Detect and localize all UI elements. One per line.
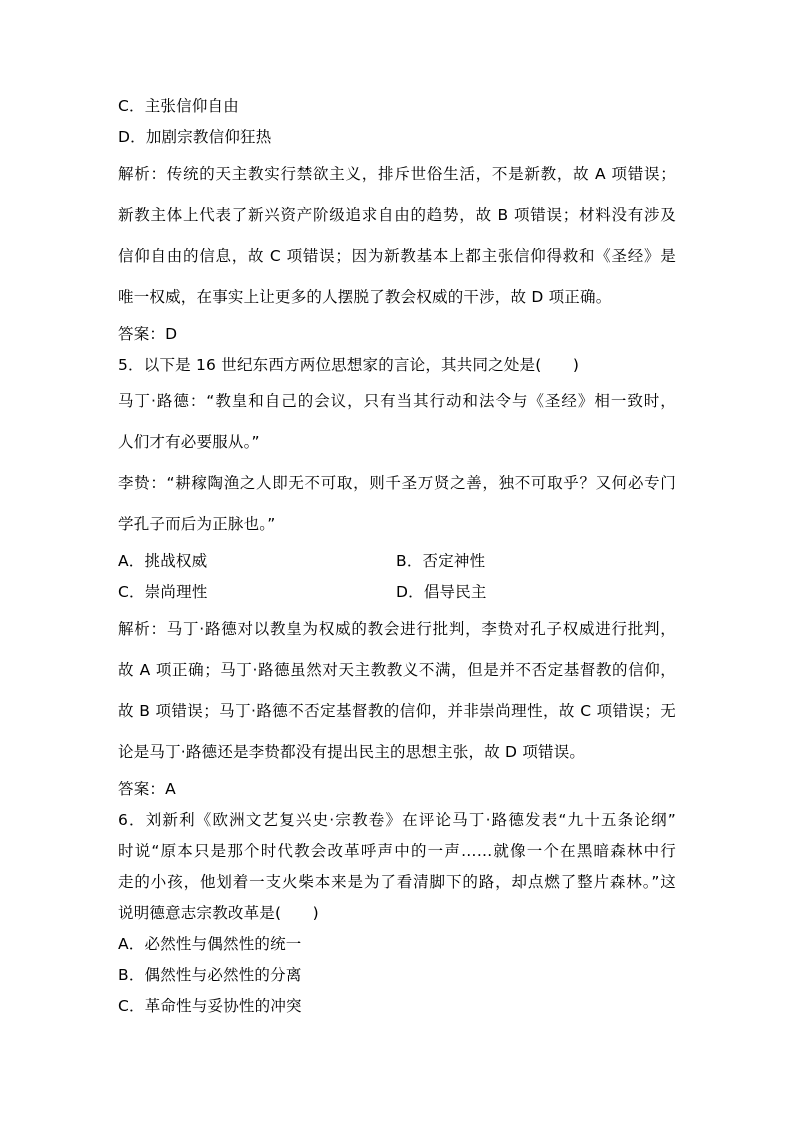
q6-option-a: A．必然性与偶然性的统一 xyxy=(118,935,302,953)
q5-quote2-line-2: 学孔子而后为正脉也。” xyxy=(118,515,276,533)
q4-analysis-line-3: 信仰自由的信息，故 C 项错误；因为新教基本上都主张信仰得救和《圣经》是 xyxy=(118,247,676,265)
q5-option-c: C．崇尚理性 xyxy=(118,583,208,601)
q4-analysis-line-1: 解析：传统的天主教实行禁欲主义，排斥世俗生活，不是新教，故 A 项错误； xyxy=(118,165,676,183)
q4-option-d: D．加剧宗教信仰狂热 xyxy=(118,128,272,146)
q5-quote2-line-1: 李贽：“耕稼陶渔之人即无不可取，则千圣万贤之善，独不可取乎？又何必专门 xyxy=(118,474,676,492)
q6-stem-line-4: 说明德意志宗教改革是( ) xyxy=(118,904,319,922)
q5-quote1-line-1: 马丁·路德：“教皇和自己的会议，只有当其行动和法令与《圣经》相一致时， xyxy=(118,392,676,410)
q6-option-c: C．革命性与妥协性的冲突 xyxy=(118,997,302,1015)
q6-option-b: B．偶然性与必然性的分离 xyxy=(118,966,302,984)
q5-analysis-line-1: 解析：马丁·路德对以教皇为权威的教会进行批判，李贽对孔子权威进行批判， xyxy=(118,620,676,638)
q4-analysis-line-2: 新教主体上代表了新兴资产阶级追求自由的趋势，故 B 项错误；材料没有涉及 xyxy=(118,206,676,224)
q4-option-c: C．主张信仰自由 xyxy=(118,97,239,115)
q5-quote1-line-2: 人们才有必要服从。” xyxy=(118,433,260,451)
q5-option-a: A．挑战权威 xyxy=(118,552,208,570)
q4-answer: 答案：D xyxy=(118,325,178,343)
q5-analysis-line-4: 论是马丁·路德还是李贽都没有提出民主的思想主张，故 D 项错误。 xyxy=(118,743,586,761)
q6-stem-line-2: 时说“原本只是那个时代教会改革呼声中的一声……就像一个在黑暗森林中行 xyxy=(118,842,676,860)
q5-answer: 答案：A xyxy=(118,780,176,798)
q5-stem: 5．以下是 16 世纪东西方两位思想家的言论，其共同之处是( ) xyxy=(118,356,580,374)
q5-analysis-line-3: 故 B 项错误；马丁·路德不否定基督教的信仰，并非崇尚理性，故 C 项错误；无 xyxy=(118,702,676,720)
q6-stem-line-3: 走的小孩，他划着一支火柴本来是为了看清脚下的路，却点燃了整片森林。”这 xyxy=(118,873,676,891)
q5-analysis-line-2: 故 A 项正确；马丁·路德虽然对天主教教义不满，但是并不否定基督教的信仰， xyxy=(118,661,676,679)
q5-option-b: B．否定神性 xyxy=(396,552,486,570)
q4-analysis-line-4: 唯一权威，在事实上让更多的人摆脱了教会权威的干涉，故 D 项正确。 xyxy=(118,288,612,306)
q6-stem-line-1: 6．刘新利《欧洲文艺复兴史·宗教卷》在评论马丁·路德发表“九十五条论纲” xyxy=(118,811,676,829)
q5-option-d: D．倡导民主 xyxy=(396,583,487,601)
